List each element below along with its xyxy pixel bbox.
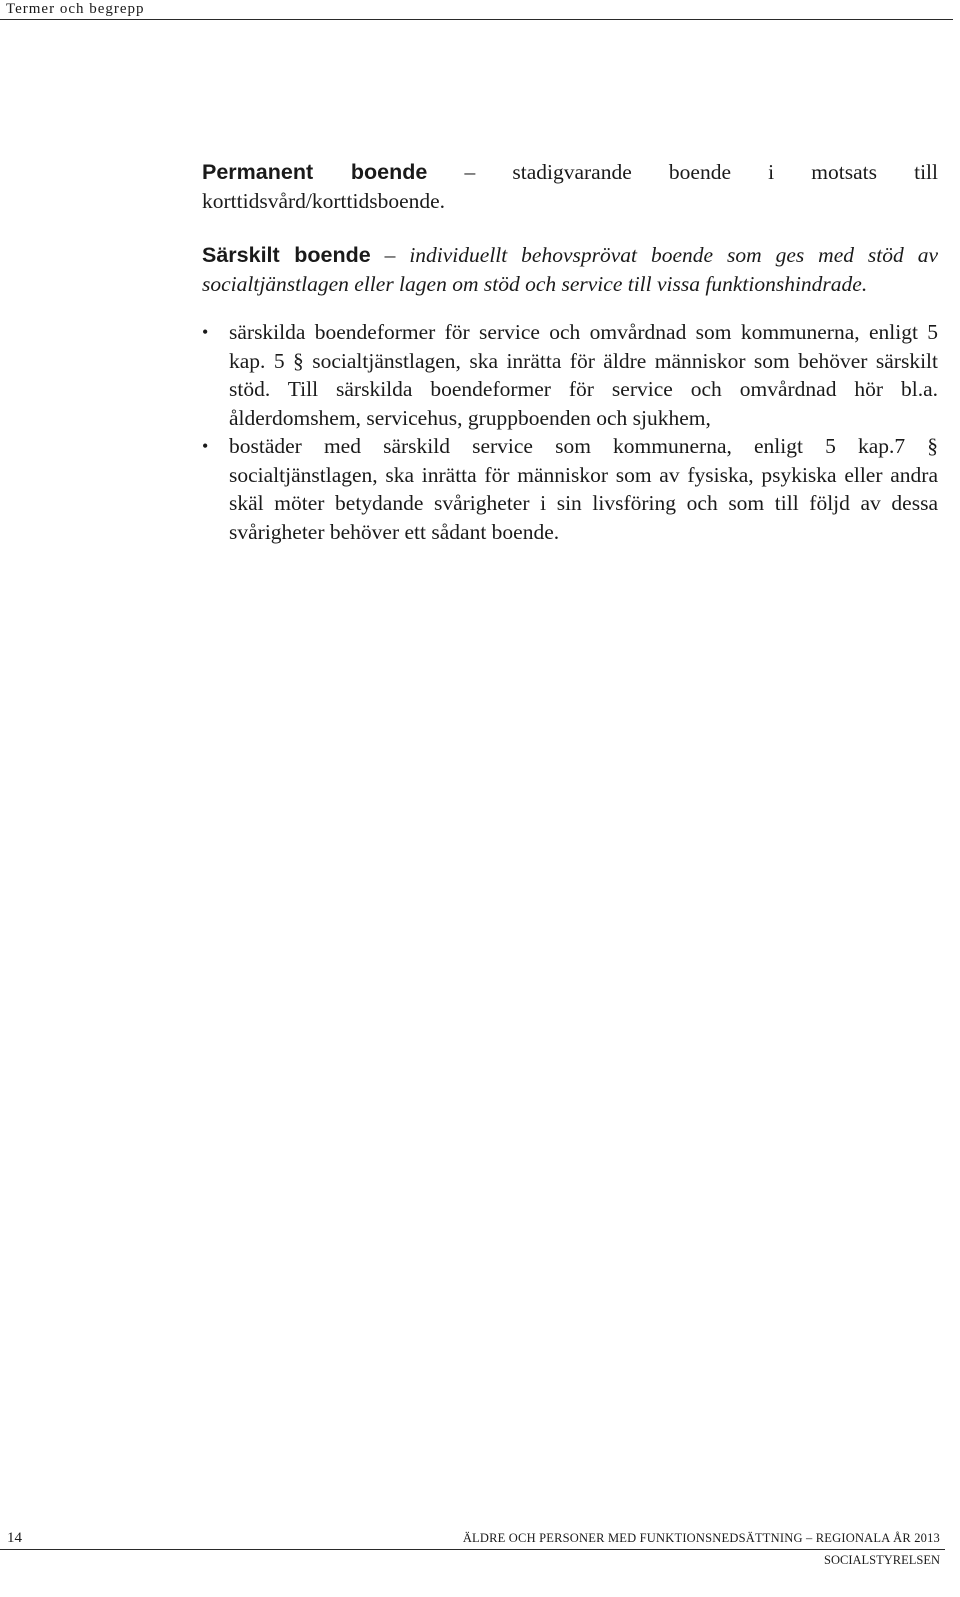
list-item <box>202 432 938 546</box>
list-item <box>202 318 938 432</box>
bullet-icon: • <box>202 436 209 456</box>
header-rule <box>0 19 953 20</box>
bullet-icon: • <box>202 322 209 342</box>
term-sarskilt-boende <box>202 241 938 299</box>
list-item-text: bostäder med särskild service som kommunerna, enligt 5 kap.7 § socialtjänstlagen, ska inrätta för människor som av fysiska, psykiska eller andra skäl möter betydande svårigheter i sin livsföring och som till följd av dessa svårigheter behöver ett sådant boende. <box>229 434 938 544</box>
running-header: Termer och begrepp <box>6 1 145 17</box>
page-number: 14 <box>7 1530 22 1546</box>
footer-rule <box>0 1549 945 1550</box>
term-label: Särskilt boende <box>202 243 371 267</box>
term-permanent-boende <box>202 158 938 216</box>
term-separator: – <box>370 243 410 267</box>
footer-publication-title: ÄLDRE OCH PERSONER MED FUNKTIONSNEDSÄTTNING – REGIONALA ÅR 2013 <box>462 1531 940 1545</box>
footer-organization: SOCIALSTYRELSEN <box>824 1553 940 1567</box>
list-item-text: särskilda boendeformer för service och omvårdnad som kommunerna, enligt 5 kap. 5 § socialtjänstlagen, ska inrätta för äldre människor som behöver särskilt stöd. Till särskilda boendeformer för service och omvårdnad hör bl.a. ålderdomshem, servicehus, gruppboenden och sjukhem, <box>229 320 938 430</box>
bullet-list <box>202 318 938 546</box>
term-label: Permanent boende <box>202 160 428 184</box>
term-definition: stadigvarande boende i motsats till korttidsvård/korttidsboende. <box>202 160 939 213</box>
term-separator: – <box>427 160 513 184</box>
term-definition: individuellt behovsprövat boende som ges med stöd av socialtjänstlagen eller lagen om stöd och service till vissa funktionshindrade. <box>202 243 938 296</box>
